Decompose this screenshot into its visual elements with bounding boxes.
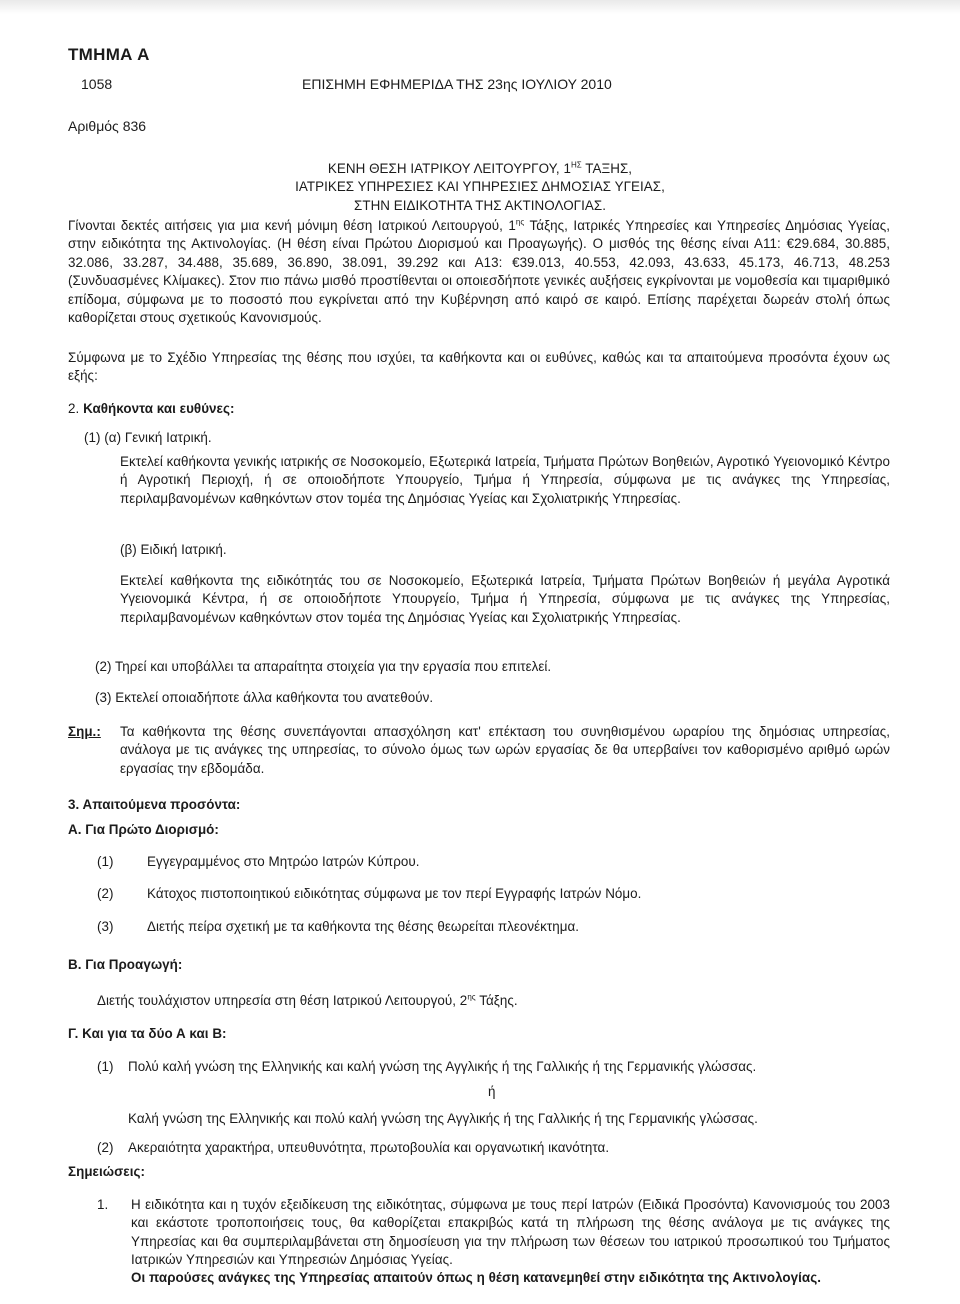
- duty-b-label: (β) Ειδική Ιατρική.: [120, 542, 227, 557]
- gazette-title: ΕΠΙΣΗΜΗ ΕΦΗΜΕΡΙΔΑ ΤΗΣ 23ης ΙΟΥΛΙΟΥ 2010: [302, 76, 612, 92]
- duty-a-label: (1) (α) Γενική Ιατρική.: [84, 430, 212, 445]
- qualifications-a-heading: Α. Για Πρώτο Διορισμό:: [68, 822, 219, 837]
- note-text: Τα καθήκοντα της θέσης συνεπάγονται απασχόληση κατ' επέκταση του συνηθισμένου ωραρίου της δημόσιας υπηρεσίας, ανάλογα με τις ανάγκες της υπηρεσίας, το σύνολο όμως των ωρών εργασίας δε θα υπερβαίνει τον καθορισμένο αριθμό ωρών εργασίας την εβδομάδα.: [120, 724, 890, 776]
- qualifications-b-heading: Β. Για Προαγωγή:: [68, 957, 183, 972]
- qual-c-1-or: ή: [488, 1084, 496, 1099]
- title-line-1: ΚΕΝΗ ΘΕΣΗ ΙΑΤΡΙΚΟΥ ΛΕΙΤΟΥΡΓΟΥ, $1^{H\Sigma}$ ΤΑΞΗΣ,: [327, 160, 633, 176]
- qual-c-1-alt: Καλή γνώση της Ελληνικής και πολύ καλή γνώση της Αγγλικής ή της Γαλλικής ή της Γερμανικής γλώσσας.: [128, 1111, 758, 1126]
- note-1-text: Η ειδικότητα και η τυχόν εξειδίκευση της ειδικότητας, σύμφωνα με τους περί Ιατρών (Ειδικά Προσόντα) Κανονισμούς του 2003 και εκάστοτε τροποποιήσεις τους, θα καθορίζεται επακριβώς κατά τη πλήρωση της θέσης ανάλογα με τις ανάγκες της Υπηρεσίας και θα συμπεριλαμβάνεται στη δημοσίευση για την πλήρωση των θέσεων του ιατρικού προσωπικού του Τμήματος Ιατρικών Υπηρεσιών και Υπηρεσιών Δημόσιας Υγείας.: [131, 1197, 890, 1268]
- section-label: ΤΜΗΜΑ Α: [68, 45, 150, 64]
- title-line-3: ΣΤΗΝ ΕΙΔΙΚΟΤΗΤΑ ΤΗΣ ΑΚΤΙΝΟΛΟΓΙΑΣ.: [354, 197, 606, 213]
- qual-c-2-text: Ακεραιότητα χαρακτήρα, υπευθυνότητα, πρωτοβουλία και οργανωτική ικανότητα.: [128, 1140, 610, 1155]
- qual-c-2-num: (2): [97, 1140, 114, 1155]
- scan-edge: [0, 0, 960, 14]
- note-1-num: 1.: [97, 1197, 109, 1212]
- qual-a-3-num: (3): [97, 919, 114, 934]
- page-number: 1058: [81, 76, 113, 92]
- notes-heading: Σημειώσεις:: [68, 1164, 146, 1179]
- duty-b-text: Εκτελεί καθήκοντα της ειδικότητάς του σε Νοσοκομείο, Εξωτερικά Ιατρεία, Τμήματα Πρώτων Βοηθειών ή μεγάλα Αγροτικά Υγειονομικά Κέντρα, ή σε οποιοδήποτε Υπουργείο, Τμήμα ή Υπηρεσία, σύμφωνα με τις ανάγκες της Υπηρεσίας, περιλαμβανομένων καθηκόντων στον τομέα της Δημόσιας Υγείας και Σχολιατρικής Υπηρεσίας.: [120, 573, 890, 625]
- qual-c-1-text: Πολύ καλή γνώση της Ελληνικής και καλή γνώση της Αγγλικής ή της Γαλλικής ή της Γερμανικής γλώσσας.: [128, 1059, 757, 1074]
- qual-a-3-text: Διετής πείρα σχετική με τα καθήκοντα της θέσης θεωρείται πλεονέκτημα.: [147, 919, 580, 934]
- intro-paragraph: Γίνονται δεκτές αιτήσεις για μια κενή μόνιμη θέση Ιατρικού Λειτουργού, $1^{\eta\varsigma}$ Τάξης, Ιατρικές Υπηρεσίες και Υπηρεσίες Δημόσιας Υγείας, στην ειδικότητα της Ακτινολογίας. (Η θέση είναι Πρώτου Διορισμού και Προαγωγής). Ο μισθός της θέσης είναι Α11: €29.684, 30.885, 32.086, 33.287, 34.488, 35.689, 36.890, 38.091, 39.292 και Α13: €39.013, 40.553, 42.093, 43.633, 45.173, 46.713, 48.253 (Συνδυασμένες Κλίμακες). Στον πιο πάνω μισθό προστίθενται οι οποιεσδήποτε γενικές αυξήσεις εγκρίνονται με νομοθεσία και τιμαριθμικό επίδομα, σύμφωνα με το ποσοστό που εγκρίνεται από την Κυβέρνηση από καιρό σε καιρό. Επίσης παρέχεται δωρεάν στολή όπως καθορίζεται στους σχετικούς Κανονισμούς.: [68, 217, 891, 326]
- qual-a-2-num: (2): [97, 886, 114, 901]
- qual-a-1-num: (1): [97, 854, 114, 869]
- duties-heading: 2. Καθήκοντα και ευθύνες:: [68, 401, 235, 416]
- notice-title: [150, 160, 810, 215]
- scheme-paragraph: Σύμφωνα με το Σχέδιο Υπηρεσίας της θέσης που ισχύει, τα καθήκοντα και οι ευθύνες, καθώς και τα απαιτούμενα προσόντα έχουν ως εξής:: [68, 350, 890, 384]
- duty-item-3: (3) Εκτελεί οποιαδήποτε άλλα καθήκοντα του ανατεθούν.: [95, 690, 434, 705]
- qualifications-c-heading: Γ. Και για τα δύο Α και Β:: [68, 1026, 227, 1041]
- closing-statement: Οι παρούσες ανάγκες της Υπηρεσίας απαιτούν όπως η θέση κατανεμηθεί στην ειδικότητα της Ακτινολογίας.: [131, 1270, 821, 1285]
- qualifications-heading: 3. Απαιτούμενα προσόντα:: [68, 797, 241, 812]
- note-label: Σημ.:: [68, 724, 101, 739]
- qual-c-1-num: (1): [97, 1059, 114, 1074]
- title-line-2: ΙΑΤΡΙΚΕΣ ΥΠΗΡΕΣΙΕΣ ΚΑΙ ΥΠΗΡΕΣΙΕΣ ΔΗΜΟΣΙΑΣ ΥΓΕΙΑΣ,: [295, 179, 665, 195]
- duty-a-text: Εκτελεί καθήκοντα γενικής ιατρικής σε Νοσοκομείο, Εξωτερικά Ιατρεία, Τμήματα Πρώτων Βοηθειών, Αγροτικό Υγειονομικό Κέντρο ή Αγροτική Περιοχή, ή σε οποιοδήποτε Υπουργείο, Τμήμα ή Υπηρεσία, σύμφωνα με τις ανάγκες της Υπηρεσίας, περιλαμβανομένων καθηκόντων στον τομέα της Δημόσιας Υγείας και Σχολιατρικής Υπηρεσίας.: [120, 454, 890, 506]
- qual-a-2-text: Κάτοχος πιστοποιητικού ειδικότητας σύμφωνα με τον περί Εγγραφής Ιατρών Νόμο.: [147, 886, 642, 901]
- duty-item-2: (2) Τηρεί και υποβάλλει τα απαραίτητα στοιχεία για την εργασία που επιτελεί.: [95, 659, 552, 674]
- qual-a-1-text: Εγγεγραμμένος στο Μητρώο Ιατρών Κύπρου.: [147, 854, 420, 869]
- notice-number: Αριθμός 836: [68, 118, 147, 134]
- qual-b-text: Διετής τουλάχιστον υπηρεσία στη θέση Ιατρικού Λειτουργού, $2^{\eta\varsigma}$ Τάξης.: [97, 992, 518, 1008]
